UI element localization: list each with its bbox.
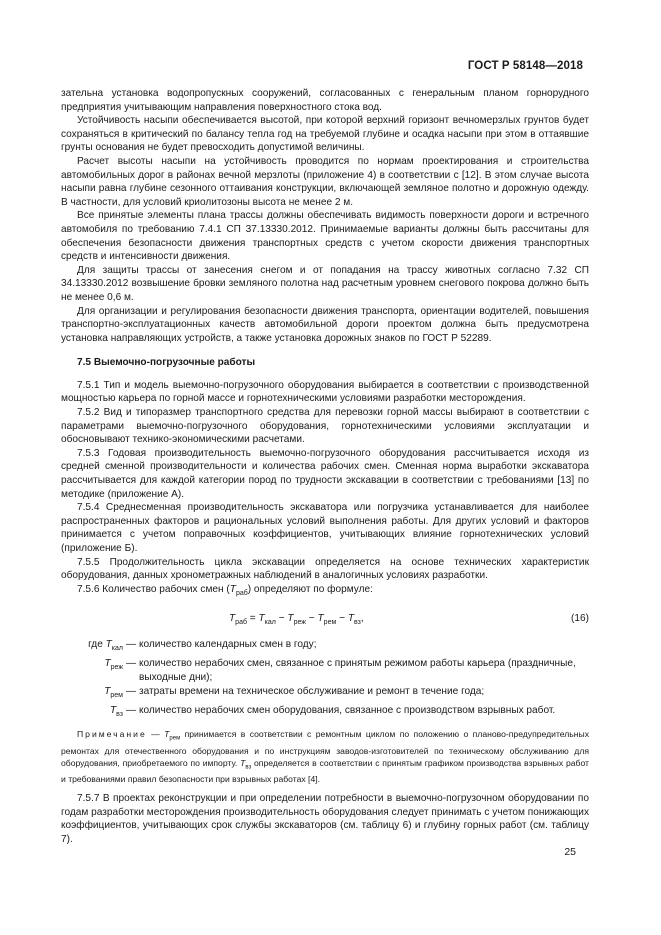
note-text: определяется в соответствии с принятым графиком производства взрывных работ и требованиями правил безопасности при взрывных работах [4].	[61, 757, 589, 785]
subscript: вз	[116, 710, 123, 718]
paragraph-7-5-4: 7.5.4 Среднесменная производительность экскаватора или погрузчика устанавливается для наиболее распространенных факторов и рациональных условий выполнения работы. Для других условий и факторов принимается с учетом поправочных коэффициентов, учитывающих влияние горнотехнических условий (приложение Б).	[61, 502, 589, 554]
symbol-t: T	[229, 583, 236, 595]
operator: −	[308, 613, 315, 625]
note-text: принимается в соответствии с ремонтным циклом по положению о планово-предупредительных ремонтах для отечественного оборудования и по инструкциям заводов-изготовителей по техническому обслуживанию для оборудования, приобретаемого по импорту.	[61, 729, 589, 768]
dash: —	[125, 686, 137, 698]
subscript: реж	[110, 664, 123, 672]
symbol-t: T	[109, 704, 117, 716]
definition-vz	[61, 704, 589, 722]
definition-text: количество нерабочих смен оборудования, связанное с производством взрывных работ.	[139, 704, 556, 716]
paragraph-7-5-5: 7.5.5 Продолжительность цикла экскавации определяется на основе технических характеристик оборудования, данных хронометражных наблюдений в аналогичных условиях разработки.	[61, 556, 589, 582]
subscript: раб	[235, 619, 247, 627]
where-word: где	[88, 639, 103, 651]
definition-kal	[61, 638, 589, 656]
subscript: вз	[245, 764, 252, 771]
definition-rem	[61, 685, 589, 703]
paragraph: зательна установка водопропускных сооружений, согласованных с генеральным планом горнорудного предприятия учитывающим направления поверхностного стока вод.	[61, 88, 589, 113]
subscript: вз	[353, 619, 361, 627]
dash: —	[125, 658, 137, 669]
subscript: рем	[110, 692, 123, 700]
definition-rezh	[61, 657, 589, 684]
subscript: кал	[111, 645, 123, 653]
definition-symbol	[61, 638, 123, 656]
subscript: раб	[235, 589, 248, 597]
symbol-t: T	[258, 613, 265, 625]
symbol-t: T	[317, 613, 324, 625]
subscript: рем	[169, 736, 181, 743]
definition-text: количество нерабочих смен, связанное с принятым режимом работы карьера (праздничные, выходные дни);	[139, 658, 576, 683]
note-label: Примечание	[77, 729, 147, 740]
section-heading: 7.5 Выемочно-погрузочные работы	[77, 357, 256, 369]
definition-symbol	[61, 704, 123, 722]
symbol-t: T	[105, 639, 112, 651]
definition-text: количество календарных смен в году;	[139, 639, 317, 651]
page-number: 25	[564, 846, 576, 858]
paragraph: Все принятые элементы плана трассы должны обеспечивать видимость поверхности дороги и встречного автомобиля по требованию 7.4.1 СП 37.13330.2012. Принимаемые варианты должны быть рассчитаны для обеспечения безопасности движения транспортных средств с учетом скорости движения транспортных средств и интенсивности движения.	[61, 210, 589, 263]
symbol-t: T	[229, 613, 236, 625]
dash: —	[125, 704, 137, 716]
formula-row	[61, 608, 589, 630]
standard-header: ГОСТ Р 58148—2018	[467, 60, 583, 72]
definition-symbol	[61, 657, 123, 684]
formula	[229, 612, 364, 630]
dash: —	[151, 729, 160, 740]
operator: −	[339, 613, 345, 625]
paragraph-7-5-2: 7.5.2 Вид и типоразмер транспортного средства для перевозки горной массы выбирают в соответствии с параметрами выемочно-погрузочного оборудования, горнотехническими условиями эксплуатации и обосновывают технико-экономическими расчетами.	[61, 407, 589, 446]
subscript: рем	[323, 619, 337, 627]
definition-text: затраты времени на техническое обслуживание и ремонт в течение года;	[139, 686, 485, 698]
body-text	[61, 87, 589, 846]
paragraph-7-5-6	[61, 583, 589, 601]
symbol-t: T	[104, 686, 111, 698]
paragraph-7-5-7: 7.5.7 В проектах реконструкции и при определении потребности в выемочно-погрузочном оборудовании по годам разработки месторождения производительность оборудования следует принимать с учетом понижающих коэффициентов, учитывающих срок службы экскаваторов (см. таблицу 6) и глубину горных работ (см. таблицу 7).	[61, 793, 589, 845]
punctuation: ,	[360, 613, 364, 625]
symbol-t: T	[287, 613, 294, 625]
symbol-t: T	[347, 613, 354, 625]
paragraph-7-5-3: 7.5.3 Годовая производительность выемочно-погрузочного оборудования рассчитывается исходя из средней сменной производительности и количества рабочих смен. Сменная норма выработки экскаватора рассчитывается для каждой категории пород по трудности экскавации в соответствии с требованиями [13] по методике (приложение А).	[61, 447, 589, 500]
operator: −	[278, 613, 285, 625]
equation-number: (16)	[571, 613, 589, 625]
symbol-t: T	[104, 658, 111, 669]
note	[61, 729, 589, 786]
symbol-t: T	[164, 729, 170, 740]
definitions-list	[61, 638, 589, 721]
paragraph-7-5-1: 7.5.1 Тип и модель выемочно-погрузочного оборудования выбирается в соответствии с производственной мощностью карьера по горной массе и горнотехническими условиями разработки месторождения.	[61, 379, 589, 405]
paragraph: Для защиты трассы от занесения снегом и от попадания на трассу животных согласно 7.32 СП 34.13330.2012 возвышение бровки земляного полотна над расчетным уровнем снегового покрова должно быть не менее 0,6 м.	[61, 264, 589, 303]
text-fragment: ) определяют по формуле:	[247, 583, 373, 595]
subscript: реж	[293, 619, 306, 627]
dash: —	[125, 639, 137, 651]
definition-symbol	[61, 685, 123, 703]
operator: =	[249, 613, 256, 625]
subscript: кал	[264, 619, 276, 627]
symbol-t: T	[240, 757, 246, 768]
paragraph: Для организации и регулирования безопасности движения транспорта, ориентации водителей, повышения транспортно-эксплуатационных качеств автомобильной дороги проектом должна быть предусмотрена установка направляющих устройств, а также установка дорожных знаков по ГОСТ Р 52289.	[61, 305, 589, 344]
paragraph: Расчет высоты насыпи на устойчивость проводится по нормам проектирования и строительства автомобильных дорог в районах вечной мерзлоты (приложение 4) в соответствии с [12]. В этом случае высота насыпи равна глубине сезонного оттаивания конструкции, включающей земляное полотно и дорожную одежду. В частности, для условий криолитозоны высота не менее 2 м.	[61, 155, 589, 208]
text-fragment: 7.5.6 Количество рабочих смен (	[77, 583, 230, 595]
paragraph: Устойчивость насыпи обеспечивается высотой, при которой верхний горизонт вечномерзлых грунтов будет сохраняться в критический по балансу тепла год на требуемой глубине и осадка насыпи при этом в оттаявшие грунты основания не будет превосходить допустимой величины.	[61, 115, 589, 154]
